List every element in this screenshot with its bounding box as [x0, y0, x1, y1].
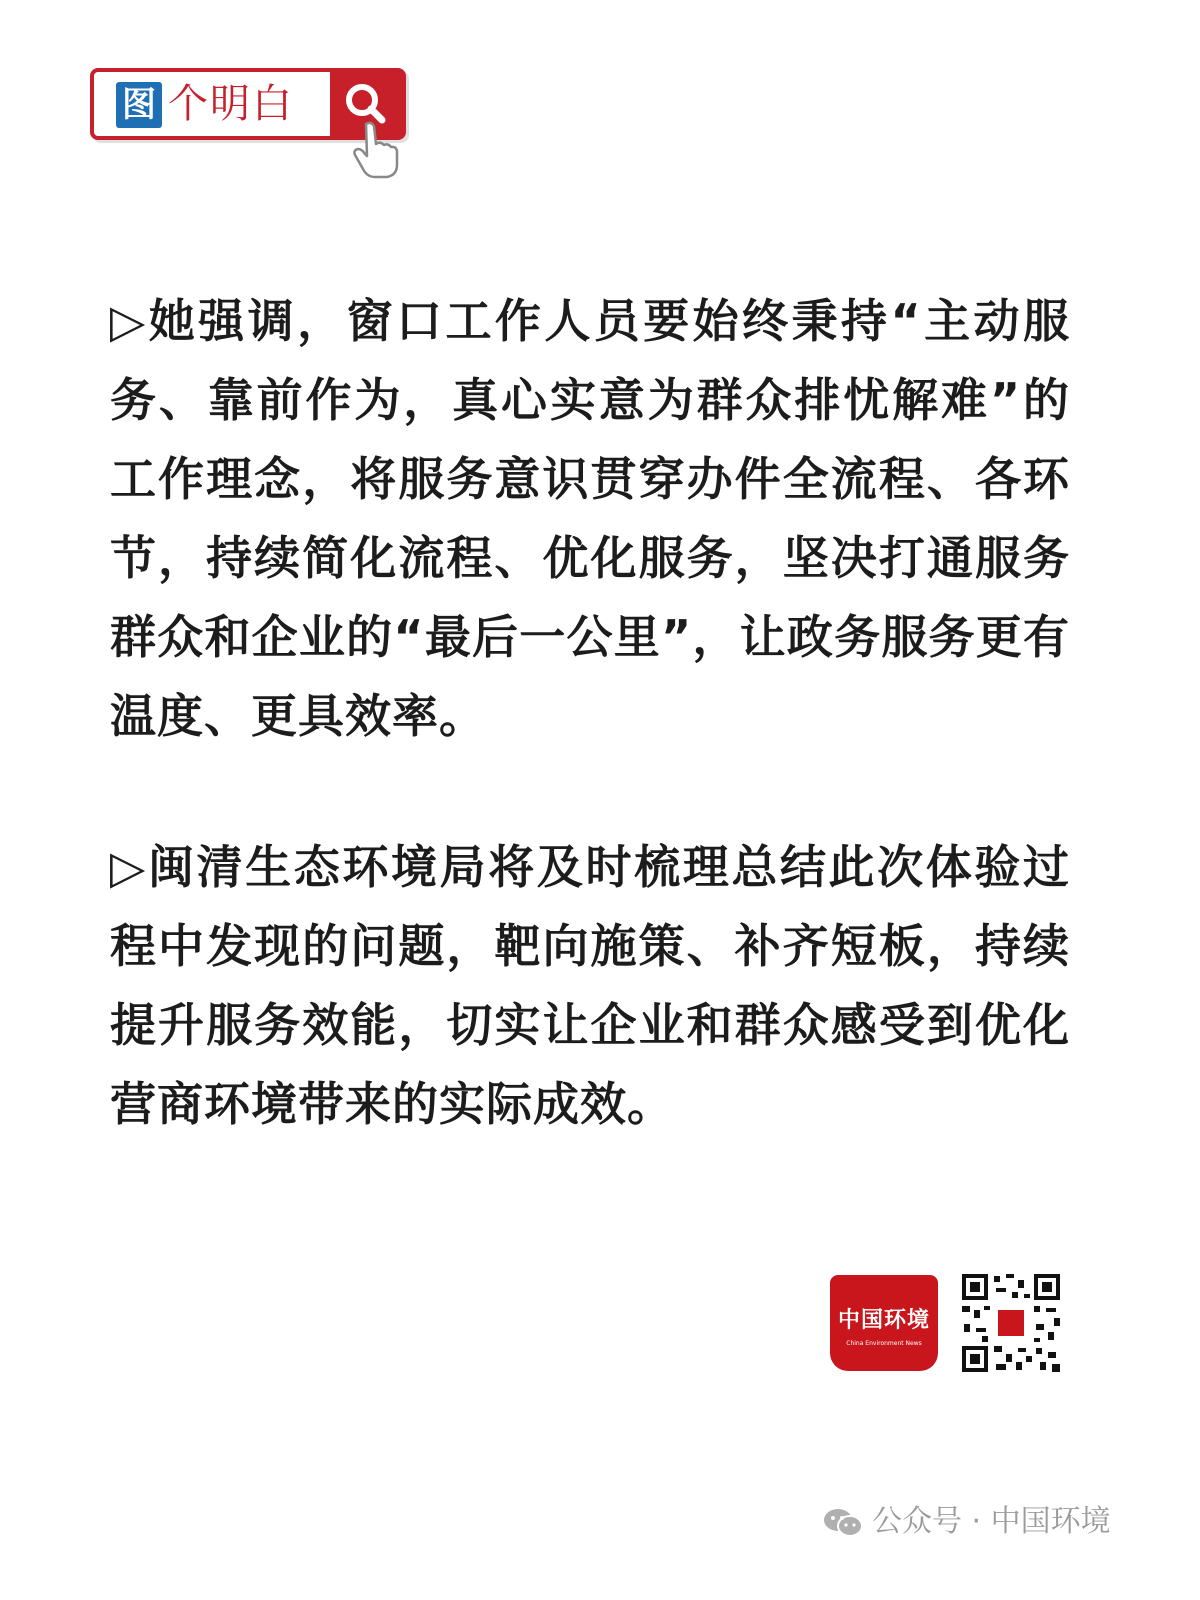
paragraph-1 — [110, 282, 1070, 756]
paragraph-text: 闽清生态环境局将及时梳理总结此次体验过程中发现的问题，靶向施策、补齐短板，持续提升服务效能，切实让企业和群众感受到优化营商环境带来的实际成效。 — [110, 840, 1070, 1131]
bullet-triangle-icon: ▷ — [110, 840, 148, 894]
logo-name-cn: 中国环境 — [837, 1307, 930, 1333]
footer-account — [822, 1502, 1111, 1542]
paragraph-text: 她强调，窗口工作人员要始终秉持“主动服务、靠前作为，真心实意为群众排忧解难”的工作理念，将服务意识贯穿办件全流程、各环节，持续简化流程、优化服务，坚决打通服务群众和企业的“最后一公里”，让政务服务更有温度、更具效率。 — [110, 294, 1070, 743]
china-environment-logo — [830, 1275, 938, 1371]
hand-pointer-icon — [352, 120, 402, 180]
footer-text: 公众号 · 中国环境 — [872, 1504, 1111, 1539]
paragraph-2 — [110, 828, 1070, 1144]
bullet-triangle-icon: ▷ — [110, 294, 149, 348]
badge-title: 个明白 — [168, 81, 294, 127]
logo-name-en: China Environment News — [846, 1340, 922, 1347]
wechat-icon — [822, 1507, 864, 1539]
badge-icon-tu: 图 — [116, 82, 162, 128]
qr-code-icon — [960, 1272, 1062, 1374]
